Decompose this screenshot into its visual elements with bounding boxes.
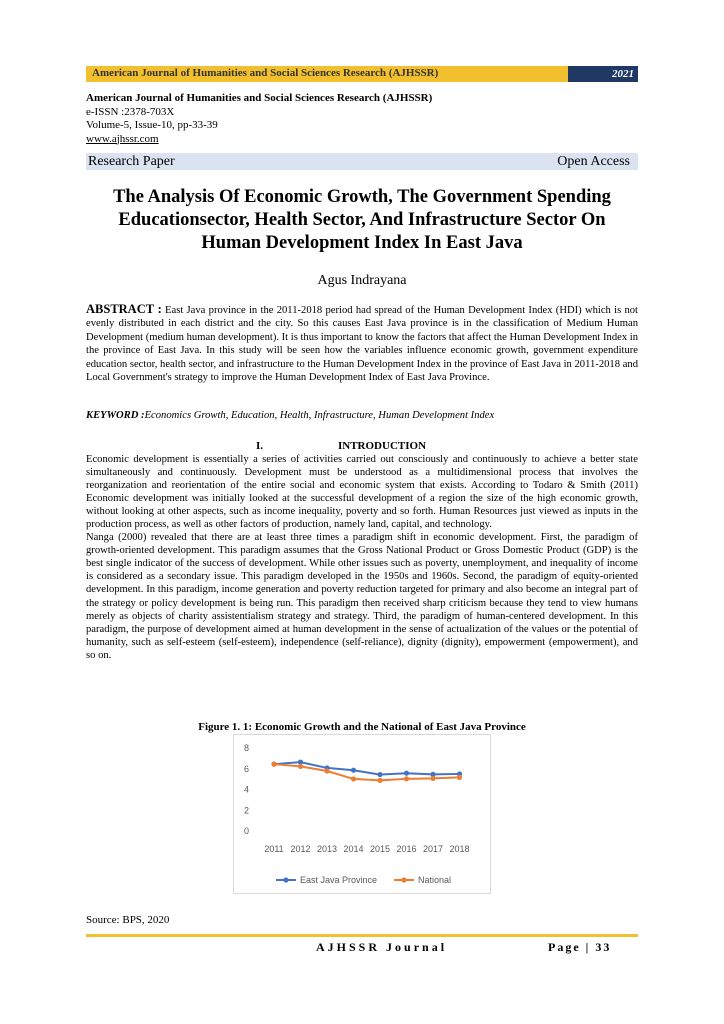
journal-name: American Journal of Humanities and Social Sciences Research (AJHSSR) (86, 92, 433, 104)
data-point (457, 775, 462, 780)
x-tick-label: 2016 (396, 844, 417, 854)
keywords (86, 410, 638, 421)
title-line: Educationsector, Health Sector, And Infrastructure Sector On (118, 210, 606, 230)
section-title: INTRODUCTION (338, 440, 427, 452)
journal-meta (86, 92, 432, 146)
title-line: The Analysis Of Economic Growth, The Government Spending (113, 187, 611, 207)
x-tick-label: 2017 (422, 844, 444, 854)
journal-header-title: American Journal of Humanities and Social Sciences Research (AJHSSR) (92, 67, 439, 79)
author-name: Agus Indrayana (317, 273, 407, 288)
abstract-text: East Java province in the 2011-2018 period had spread of the Human Development Index (HDI) which is not evenly distributed in each district and the city. So this causes East Java province is in the classification of Medium Human Development (medium human development). It is thus important to know the factors that affect the Human Development Index in the province of East Java. In this study will be seen how the variables influence economic growth, government expenditure education sector, health sector, and infrastructure to the Human Development Index in the province of East Java in 2011-2018 and Local Government's strategy to improve the Human Development Index of East Java Province. (86, 305, 639, 384)
volume-info: Volume-5, Issue-10, pp-33-39 (86, 119, 218, 131)
figure-caption: Figure 1. 1: Economic Growth and the National of East Java Province (198, 721, 526, 733)
journal-header-year: 2021 (568, 66, 638, 82)
x-tick-label: 2015 (369, 844, 391, 854)
y-tick-label: 2 (243, 805, 249, 816)
x-tick-label: 2013 (316, 844, 338, 854)
abstract (86, 303, 638, 384)
line-chart (233, 734, 491, 894)
access-type: Open Access (557, 154, 630, 169)
journal-header-bar (86, 66, 638, 82)
data-point (377, 772, 382, 777)
x-tick-label: 2018 (449, 844, 470, 854)
legend-marker (283, 877, 288, 882)
data-point (430, 776, 435, 781)
keyword-label: KEYWORD : (86, 410, 145, 421)
introduction-body (86, 453, 638, 662)
abstract-label: ABSTRACT : (86, 302, 162, 316)
paper-type: Research Paper (88, 154, 175, 169)
data-point (351, 776, 356, 781)
y-tick-label: 6 (243, 763, 249, 774)
paper-title (86, 186, 638, 255)
keyword-text: Economics Growth, Education, Health, Infrastructure, Human Development Index (144, 410, 495, 421)
data-point (404, 771, 409, 776)
legend-label: National (418, 875, 452, 885)
data-point (324, 768, 329, 773)
x-tick-label: 2014 (343, 844, 364, 854)
y-tick-label: 8 (243, 743, 249, 753)
paper-type-bar (86, 153, 638, 170)
footer-journal: AJHSSR Journal (316, 940, 448, 954)
title-line: Human Development Index In East Java (201, 233, 523, 253)
x-tick-label: 2011 (264, 844, 284, 854)
y-tick-label: 0 (243, 826, 249, 836)
footer-page (548, 940, 611, 955)
legend-marker (401, 877, 406, 882)
data-point (404, 776, 409, 781)
legend-label: East Java Province (300, 875, 378, 885)
page-label: Page | (548, 940, 591, 954)
data-point (377, 778, 382, 783)
chart-svg (234, 735, 490, 893)
paragraph: Nanga (2000) revealed that there are at least three times a paradigm shift in economic development. First, the paradigm of growth-oriented development. This paradigm assumes that the Gross National Product or Gross Domestic Product (GDP) is the best single indicator of the success of development. While other issues such as poverty, unemployment, and inequality of income is considered as a secondary issue. This paradigm developed in the 1950s and 1960s. Second, the paradigm of equity-oriented development. In this paradigm, income generation and poverty reduction targeted for primary and also become an integral part of the strategy or policy development is being run. This paradigm then received sharp criticism because they tend to view humans merely as objects of charity assistentialism strategy and strategy. Third, the paradigm of human-centered development. In this paradigm, the purpose of development aimed at human development in the sense of actualization of the values or the potential of humanity, such as self-esteem (self-esteem), independence (self-reliance), dignity (dignity), empowerment (empowerment), and so on. (86, 532, 638, 661)
data-point (271, 762, 276, 767)
y-tick-label: 4 (243, 784, 249, 795)
footer-line (86, 934, 638, 937)
section-number: I. (256, 440, 264, 452)
data-point (298, 764, 303, 769)
data-point (351, 768, 356, 773)
x-tick-label: 2012 (290, 844, 311, 854)
issn: e-ISSN :2378-703X (86, 105, 175, 118)
figure-source: Source: BPS, 2020 (86, 914, 170, 926)
paragraph: Economic development is essentially a series of activities carried out consciously and continuously to achieve a better state simultaneously and continuously. Development must be understood as a multidimensional process that involves the reorganization and reorientation of the entire social and economic system that exists. According to Todaro & Smith (2011) Economic development was initially looked at the successful development of a region the size of the high economic growth, without looking at other aspects, such as income inequality, poverty and so forth. Human Resources just viewed as inputs in the production process, as well as other factors of production, namely land, capital, and technology. (86, 454, 638, 531)
page-number: 33 (595, 940, 612, 954)
journal-url[interactable]: www.ajhssr.com (86, 132, 159, 145)
